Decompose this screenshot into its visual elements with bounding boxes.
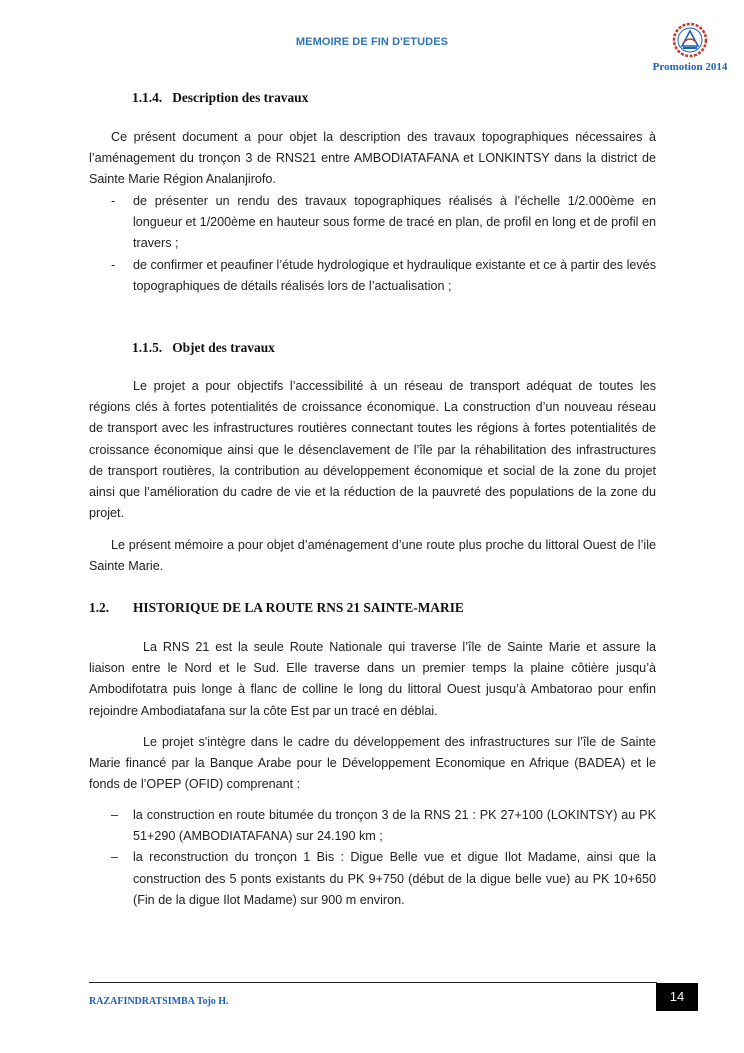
bullet-list — [89, 191, 656, 297]
list-item — [89, 255, 656, 297]
list-item-text: la construction en route bitumée du tronçon 3 de la RNS 21 : PK 27+100 (LOKINTSY) au PK 51+290 (AMBODIATAFANA) sur 24.190 km ; — [133, 808, 656, 844]
list-item-text: de présenter un rendu des travaux topographiques réalisés à l’échelle 1/2.000ème en longueur et 1/200ème en hauteur sous forme de tracé en plan, de profil en long et de profil en travers ; — [133, 194, 656, 251]
list-item — [89, 805, 656, 847]
list-marker: – — [111, 850, 119, 865]
list-marker: - — [111, 194, 116, 208]
paragraph: Le projet a pour objectifs l’accessibilité à un réseau de transport adéquat de toutes les régions clés à fortes potentialités de croissance économique. La construction d’un nouveau réseau de transport avec les infrastructures routières connectant toutes les régions à fortes potentialités de croissance économique ainsi que le désenclavement de l’île par la réhabilitation des infrastructures de transport routières, la contribution au développement économique et social de la zone du projet ainsi que l’amélioration du cadre de vie et la réduction de la pauvreté des populations de la zone du projet. — [89, 379, 656, 521]
promotion-label: Promotion 2014 — [652, 61, 728, 73]
paragraph: La RNS 21 est la seule Route Nationale qui traverse l’île de Sainte Marie et assure la liaison entre le Nord et le Sud. Elle traverse dans un premier temps la plaine côtière jusqu’à Ambodifotatra puis longe à flanc de colline le long du littoral Ouest jusqu’à Ambatorao pour enfin rejoindre Ambodiatafana sur la côte Est par un tracé en déblai. — [89, 640, 656, 718]
bullet-list — [89, 805, 656, 911]
list-item-text: de confirmer et peaufiner l’étude hydrologique et hydraulique existante et ce à partir des levés topographiques de détails réalisés lors de l’actualisation ; — [133, 257, 656, 293]
section-heading-1-1-5 — [132, 340, 275, 356]
section-title: HISTORIQUE DE LA ROUTE RNS 21 SAINTE-MARIE — [133, 600, 464, 615]
section-number: 1.1.4. — [132, 90, 163, 105]
paragraph: Le présent mémoire a pour objet d’aménagement d’une route plus proche du littoral Ouest de l’ile Sainte Marie. — [89, 538, 656, 574]
paragraph: Ce présent document a pour objet la description des travaux topographiques nécessaires à l’aménagement du tronçon 3 de RNS21 entre AMBODIATAFANA et LONKINTSY dans la district de Sainte Marie Région Analanjirofo. — [89, 130, 656, 187]
section-number: 1.1.5. — [132, 340, 163, 355]
section-title: Objet des travaux — [172, 340, 275, 355]
section-heading-1-2 — [89, 600, 464, 616]
list-item-text: la reconstruction du tronçon 1 Bis : Digue Belle vue et digue Ilot Madame, ainsi que la construction des 5 ponts existants du PK 9+750 (début de la digue belle vue) au PK 10+650 (Fin de la digue Ilot Madame) sur 900 m environ. — [133, 850, 656, 907]
section-title: Description des travaux — [172, 90, 309, 105]
list-marker: - — [111, 257, 116, 272]
list-marker: – — [111, 808, 119, 822]
list-item — [89, 847, 656, 911]
document-title: MEMOIRE DE FIN D'ETUDES — [295, 36, 449, 48]
footer-divider — [89, 982, 657, 983]
page-number: 14 — [656, 983, 698, 1011]
section-number: 1.2. — [89, 600, 110, 615]
school-emblem-icon — [672, 22, 708, 58]
footer-author: RAZAFINDRATSIMBA Tojo H. — [89, 996, 229, 1007]
section-heading-1-1-4 — [132, 90, 308, 106]
paragraph: Le projet s'intègre dans le cadre du développement des infrastructures sur l’île de Sainte Marie financé par la Banque Arabe pour le Développement Economique en Afrique (BADEA) et le fonds de l’OPEP (OFID) comprenant : — [89, 735, 656, 792]
list-item — [89, 191, 656, 255]
